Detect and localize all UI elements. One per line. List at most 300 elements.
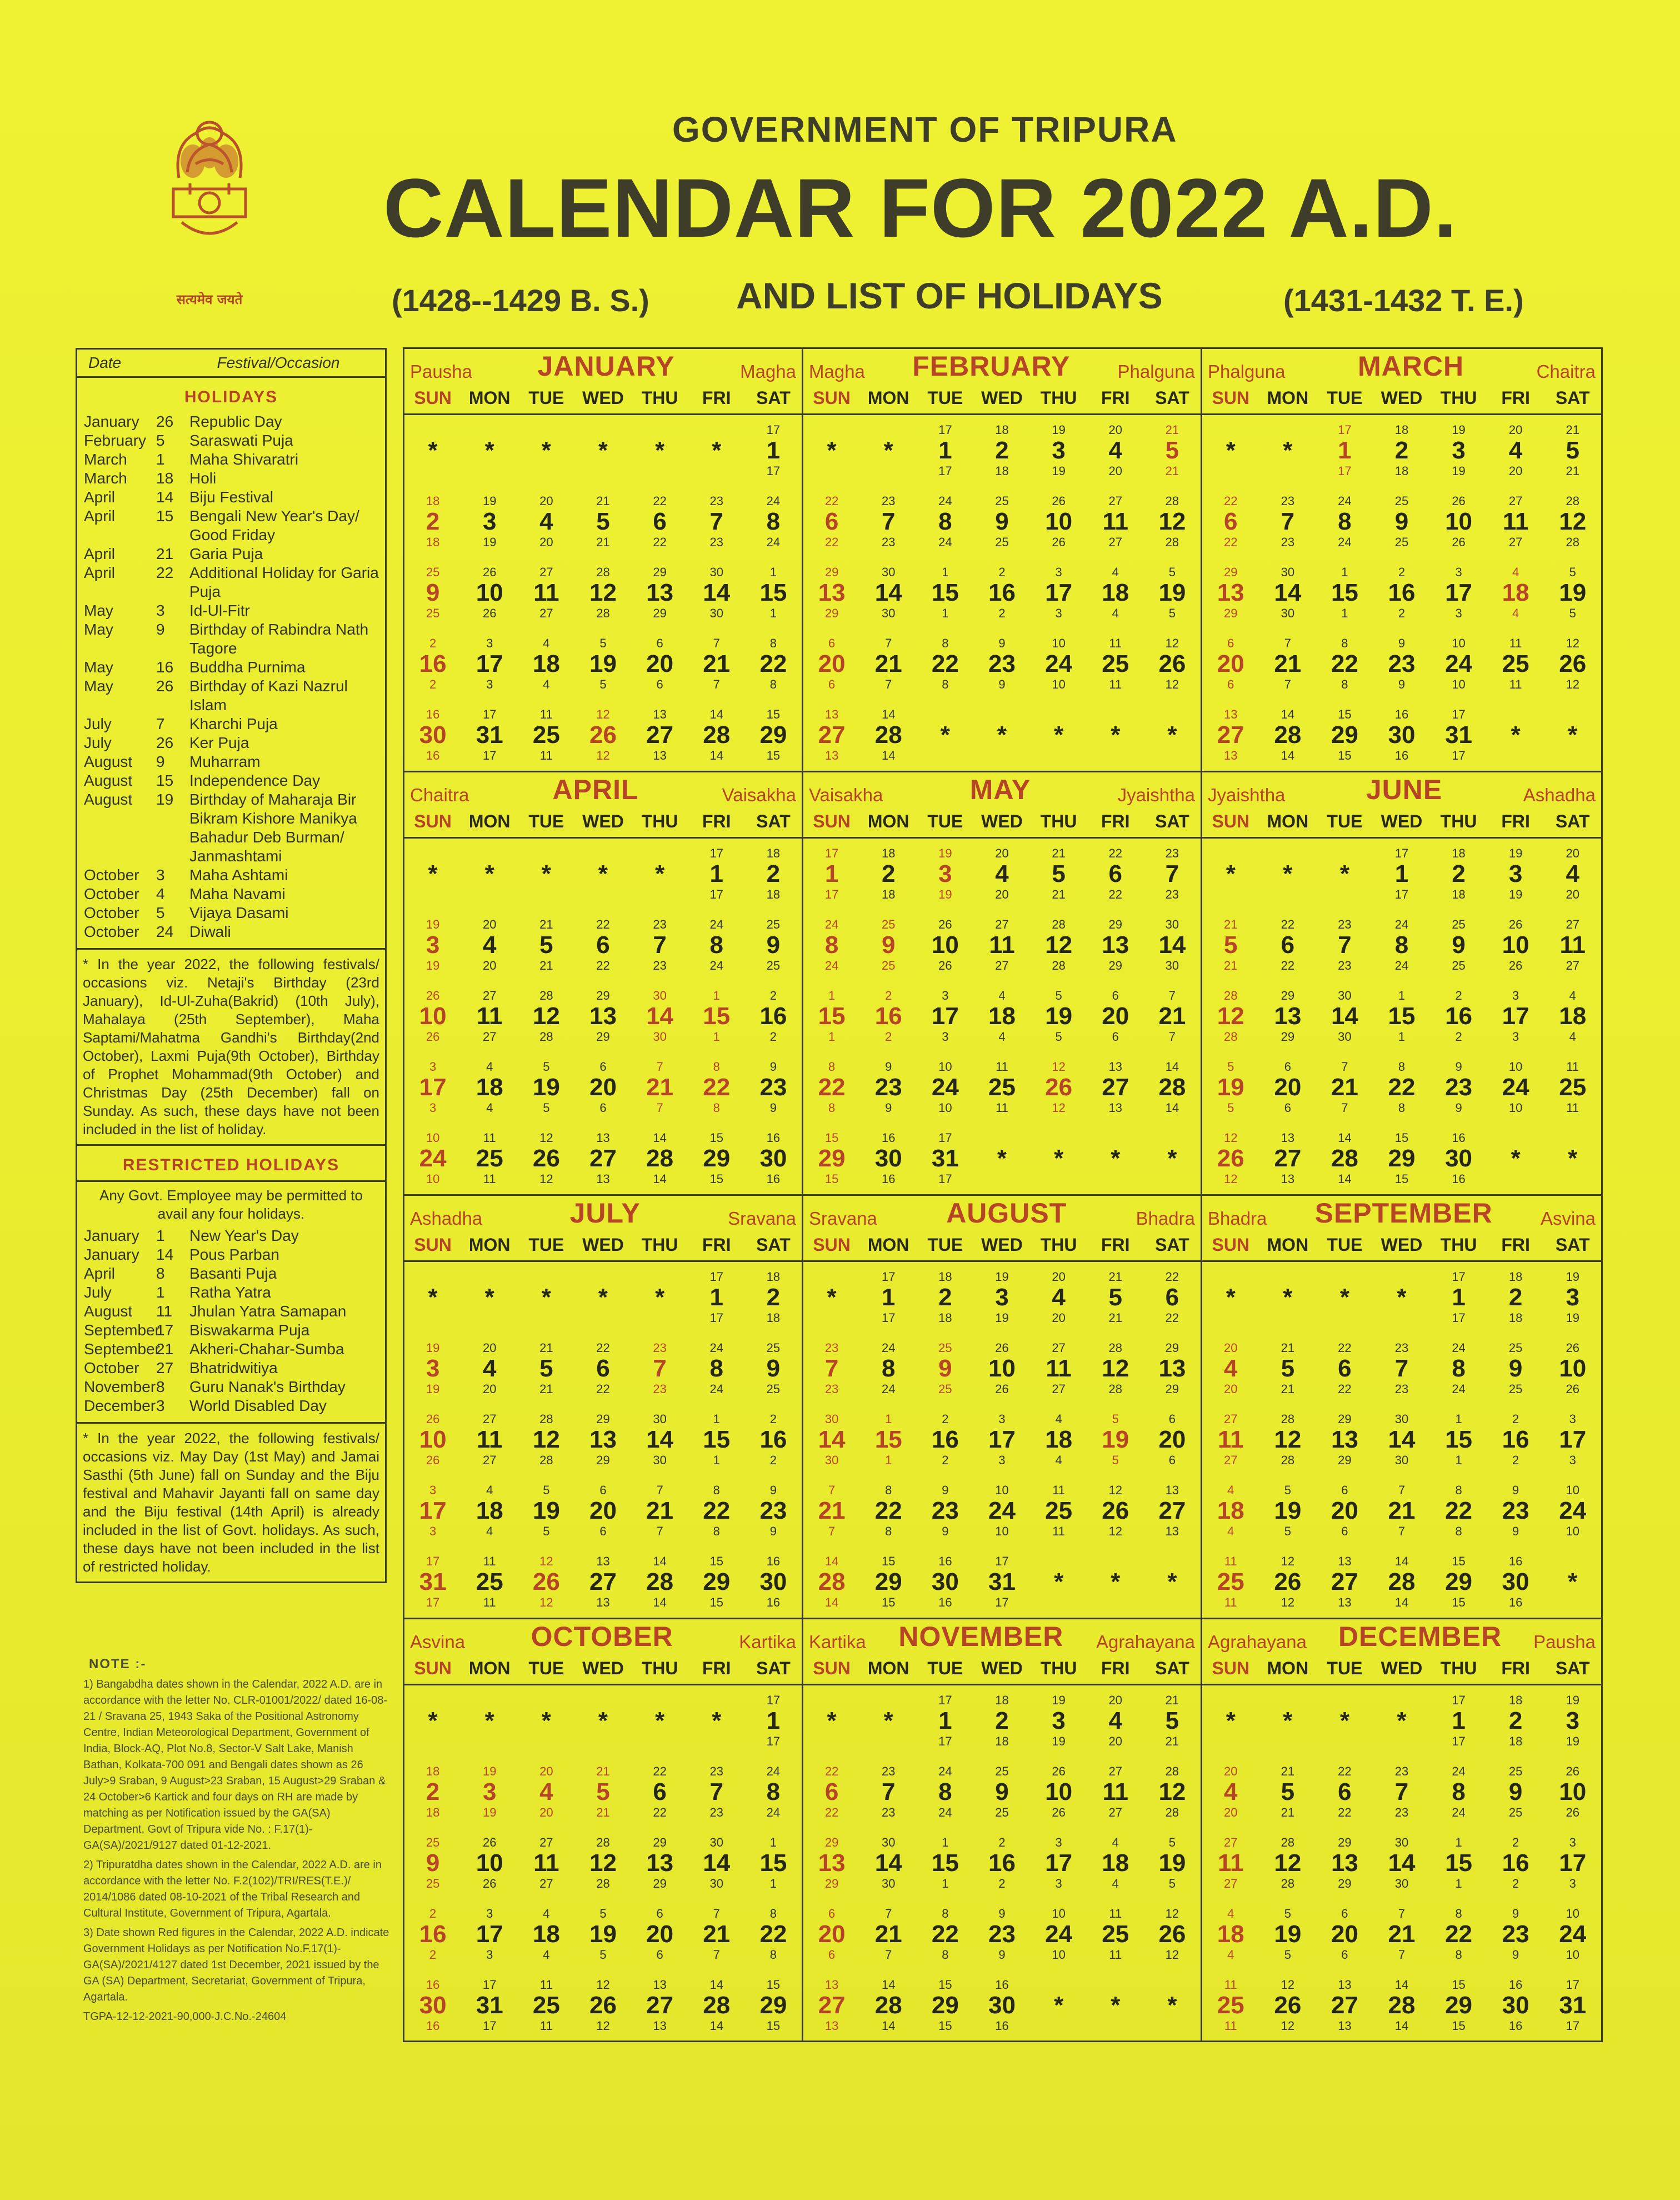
festival-column-header: Festival/Occasion (217, 354, 340, 371)
note-2: 2) Tripuratdha dates shown in the Calendar, 2022 A.D. are in accordance with the letter No. F.2(102)/TRI/RES(T.E.)/ 2014/1086 dated 08-10-2021 of the Tribal Research and Cultural Institute, Government of Tripura, Agartala. (83, 1859, 382, 1919)
weekday-header (803, 1653, 1201, 1685)
bengali-date: 17 (1338, 423, 1352, 437)
weekday-label: SUN (414, 1658, 452, 1678)
day-number: 23 (1445, 1074, 1473, 1101)
month-name: APRIL (552, 774, 639, 805)
bengali-date: 25 (1508, 1764, 1523, 1778)
bengali-date: 29 (1108, 917, 1123, 931)
weekday-label: TUE (1327, 1658, 1363, 1678)
tripura-date: 20 (539, 1805, 553, 1819)
day-number: 23 (931, 1497, 959, 1524)
day-cell (803, 981, 860, 1052)
day-number: 20 (646, 650, 674, 677)
bengali-date: 29 (824, 1835, 839, 1849)
bengali-date: 11 (1052, 1483, 1066, 1497)
day-cell (973, 1262, 1030, 1333)
empty-cell (803, 1685, 860, 1757)
day-number: * (827, 1284, 837, 1311)
weekday-label: MON (1267, 1658, 1309, 1678)
tripura-date: 4 (1512, 606, 1519, 620)
holidays-title: HOLIDAYS (184, 388, 278, 406)
day-number: 29 (818, 1145, 846, 1172)
day-cell (1202, 486, 1259, 557)
bengali-date: 7 (1398, 1907, 1406, 1920)
row-day: 5 (156, 904, 165, 921)
day-number: 4 (1224, 1355, 1238, 1382)
weekday-label: TUE (1327, 811, 1363, 831)
tripura-date: 8 (885, 1524, 892, 1538)
tripura-date: 27 (1508, 535, 1523, 549)
day-cell (1259, 1970, 1317, 2041)
day-number: 7 (653, 931, 667, 959)
tripura-date: 7 (1341, 1101, 1348, 1115)
tripura-date: 18 (995, 1734, 1009, 1748)
day-cell (860, 1404, 917, 1475)
day-cell (1544, 1404, 1601, 1475)
weekday-header (803, 1229, 1201, 1262)
bengali-month-start: Agrahayana (1208, 1632, 1307, 1652)
bengali-date: 20 (482, 917, 497, 931)
row-festival: Republic Day (189, 413, 282, 430)
bengali-date: 7 (828, 1483, 836, 1497)
weekday-label: WED (582, 1658, 624, 1678)
day-cell (745, 1262, 802, 1333)
bengali-date: 27 (1108, 1764, 1123, 1778)
tripura-date: 14 (824, 1595, 839, 1609)
bengali-date: 18 (1452, 846, 1466, 860)
weekday-label: SAT (1155, 387, 1189, 408)
month-name: JULY (569, 1198, 641, 1229)
day-number: 5 (1108, 1284, 1123, 1311)
day-number: 27 (589, 1145, 617, 1172)
bengali-month-end: Sravana (728, 1208, 796, 1229)
month-august (803, 1196, 1202, 1619)
bengali-date: 13 (596, 1131, 610, 1145)
bengali-date: 13 (653, 1978, 667, 1992)
bengali-date: 30 (709, 565, 724, 579)
tripura-date: 29 (653, 606, 667, 620)
tripura-date: 29 (824, 1877, 839, 1890)
month-october (404, 1619, 803, 2041)
day-number: 30 (419, 1992, 447, 2019)
day-cell (860, 839, 917, 910)
tripura-date: 6 (1168, 1453, 1176, 1467)
day-cell (803, 628, 860, 700)
day-number: 1 (709, 1284, 724, 1311)
day-number: * (1054, 1145, 1064, 1172)
bengali-date: 30 (824, 1412, 839, 1426)
day-cell (1544, 1757, 1601, 1828)
day-cell (1259, 557, 1317, 628)
day-number: 18 (988, 1002, 1016, 1030)
bengali-date: 12 (1165, 636, 1179, 650)
day-cell (1259, 1123, 1317, 1194)
holiday-list-panel (76, 348, 387, 1583)
bengali-date: 21 (1165, 1693, 1179, 1707)
day-number: 5 (596, 508, 610, 535)
tripura-date: 18 (766, 1311, 781, 1325)
bengali-date: 7 (885, 1907, 892, 1920)
weekday-label: SUN (1212, 387, 1250, 408)
empty-cell (1202, 839, 1259, 910)
tripura-date: 14 (653, 1595, 667, 1609)
day-cell (1430, 557, 1487, 628)
day-number: 21 (1388, 1920, 1416, 1948)
tripura-date: 1 (769, 606, 777, 620)
day-number: 24 (1445, 650, 1473, 677)
day-cell (518, 1123, 574, 1194)
day-number: 13 (646, 579, 674, 606)
tripura-date: 3 (1055, 606, 1062, 620)
bengali-date: 17 (482, 1978, 497, 1992)
tripura-date: 28 (596, 606, 610, 620)
empty-cell (404, 1262, 461, 1333)
bengali-date: 20 (1108, 1693, 1123, 1707)
day-number: 1 (881, 1284, 896, 1311)
day-number: 15 (874, 1426, 902, 1453)
tripura-date: 28 (1052, 959, 1066, 972)
day-cell (1544, 415, 1601, 486)
bengali-date: 20 (539, 1764, 553, 1778)
day-number: * (484, 1284, 494, 1311)
month-name: JANUARY (537, 351, 675, 382)
day-number: 12 (1274, 1426, 1302, 1453)
tripura-date: 17 (1394, 887, 1409, 901)
day-cell (1087, 415, 1144, 486)
day-cell (1316, 557, 1373, 628)
tripura-date: 1 (713, 1030, 720, 1044)
day-cell (745, 1685, 802, 1757)
day-number: 4 (995, 860, 1009, 887)
weekday-label: WED (1381, 1234, 1423, 1255)
day-cell (1202, 910, 1259, 981)
month-header (1202, 1196, 1601, 1229)
day-number: 29 (703, 1145, 731, 1172)
bengali-date: 13 (824, 1978, 839, 1992)
bengali-date: 14 (709, 707, 724, 721)
day-cell (745, 1052, 802, 1123)
day-cell (1087, 1828, 1144, 1899)
bengali-date: 5 (1168, 1835, 1176, 1849)
tripura-date: 17 (938, 464, 952, 478)
day-number: 13 (589, 1002, 617, 1030)
weekday-label: FRI (1101, 387, 1130, 408)
bengali-date: 20 (1566, 846, 1579, 860)
tripura-date: 14 (1165, 1101, 1179, 1115)
day-cell (745, 1828, 802, 1899)
tripura-date: 30 (653, 1453, 667, 1467)
bengali-date: 23 (1394, 1764, 1409, 1778)
days-grid (404, 415, 802, 771)
day-cell (1544, 981, 1601, 1052)
bengali-date: 19 (938, 846, 952, 860)
day-number: 30 (1388, 721, 1416, 749)
bengali-date: 9 (998, 1907, 1006, 1920)
day-number: 19 (1217, 1074, 1244, 1101)
tripura-date: 4 (543, 677, 550, 691)
weekday-label: THU (1440, 1658, 1477, 1678)
holiday-row (77, 507, 385, 545)
tripura-date: 10 (1052, 1948, 1066, 1962)
bengali-date: 23 (653, 1341, 667, 1355)
row-day: 1 (156, 1284, 165, 1301)
row-month: March (84, 470, 127, 487)
weekday-label: SUN (414, 1234, 452, 1255)
day-cell (688, 1052, 745, 1123)
day-cell (1316, 910, 1373, 981)
day-number: 17 (1445, 579, 1473, 606)
day-number: 16 (759, 1002, 787, 1030)
day-cell (688, 700, 745, 771)
weekday-label: WED (582, 387, 624, 408)
tripura-date: 3 (998, 1453, 1006, 1467)
day-number: 7 (709, 1778, 724, 1805)
day-cell (860, 1970, 917, 2041)
empty-cell (860, 415, 917, 486)
tripura-date: 20 (1052, 1311, 1066, 1325)
weekday-label: WED (582, 1234, 624, 1255)
bengali-date: 28 (539, 1412, 553, 1426)
tripura-date: 5 (543, 1101, 550, 1115)
day-number: 4 (1224, 1778, 1238, 1805)
day-number: 1 (1452, 1707, 1466, 1734)
day-cell (574, 1970, 631, 2041)
bengali-date: 25 (1452, 917, 1466, 931)
tripura-date: 21 (1165, 1734, 1179, 1748)
day-number: 8 (938, 508, 952, 535)
day-number: 25 (532, 721, 560, 749)
day-number: 22 (874, 1497, 902, 1524)
bengali-date: 6 (1112, 989, 1119, 1002)
month-march (1202, 349, 1601, 772)
day-number: 28 (1158, 1074, 1186, 1101)
bengali-date: 7 (1398, 1483, 1406, 1497)
weekday-label: WED (981, 387, 1023, 408)
tripura-date: 15 (824, 1172, 839, 1186)
day-cell (1373, 1333, 1431, 1404)
tripura-date: 8 (769, 1948, 777, 1962)
bengali-date: 9 (769, 1483, 777, 1497)
tripura-date: 26 (482, 1877, 497, 1890)
weekday-label: THU (1440, 387, 1477, 408)
day-cell (917, 486, 973, 557)
tripura-date: 21 (1108, 1311, 1123, 1325)
day-cell (803, 1547, 860, 1618)
bengali-date: 23 (881, 494, 896, 508)
day-number: * (1111, 1145, 1121, 1172)
bengali-date: 19 (482, 494, 497, 508)
tripura-date: 21 (1281, 1382, 1295, 1396)
bengali-date: 13 (1224, 707, 1238, 721)
day-number: 28 (874, 1992, 902, 2019)
day-number: 27 (1217, 721, 1244, 749)
bengali-date: 3 (1569, 1835, 1576, 1849)
day-cell (1144, 1757, 1201, 1828)
day-number: 9 (1452, 931, 1466, 959)
row-month: December (84, 1397, 156, 1414)
bengali-date: 17 (881, 1270, 896, 1284)
bengali-date: 21 (1281, 1341, 1295, 1355)
bengali-date: 25 (881, 917, 896, 931)
tripura-date: 2 (1512, 1453, 1519, 1467)
day-cell (1144, 415, 1201, 486)
day-cell (404, 557, 461, 628)
tripura-date: 29 (1338, 1453, 1352, 1467)
empty-cell (518, 839, 574, 910)
day-cell (518, 1404, 574, 1475)
tripura-date: 12 (596, 2019, 610, 2033)
restricted-holiday-row (77, 1283, 385, 1302)
day-number: 8 (1338, 508, 1352, 535)
day-number: 17 (1045, 579, 1073, 606)
day-number: 19 (1274, 1497, 1302, 1524)
bengali-month-end: Phalguna (1117, 361, 1195, 382)
day-cell (1316, 1333, 1373, 1404)
bengali-date: 1 (769, 565, 777, 579)
bengali-month-start: Jyaishtha (1208, 785, 1286, 805)
day-cell (461, 981, 518, 1052)
day-number: 23 (1388, 650, 1416, 677)
weekday-label: TUE (927, 811, 963, 831)
day-cell (1373, 1899, 1431, 1970)
day-cell (973, 628, 1030, 700)
bengali-date: 21 (1165, 423, 1179, 437)
bengali-date: 17 (1452, 1270, 1466, 1284)
day-number: 9 (766, 1355, 781, 1382)
tripura-date: 15 (1394, 1172, 1409, 1186)
days-grid (803, 415, 1201, 771)
day-cell (860, 700, 917, 771)
bengali-date: 20 (995, 846, 1009, 860)
day-cell (1373, 415, 1431, 486)
month-header (803, 1196, 1201, 1229)
weekday-label: TUE (528, 811, 564, 831)
day-number: 1 (824, 860, 839, 887)
day-number: 2 (1508, 1707, 1523, 1734)
empty-cell (1259, 1262, 1317, 1333)
day-cell (574, 557, 631, 628)
day-number: 21 (874, 1920, 902, 1948)
day-number: 18 (1102, 1849, 1129, 1877)
bengali-date: 30 (653, 1412, 667, 1426)
day-cell (1430, 700, 1487, 771)
day-cell (1259, 1052, 1317, 1123)
row-festival: Biswakarma Puja (189, 1321, 310, 1339)
tripura-date: 7 (885, 677, 892, 691)
day-number: 29 (1388, 1145, 1416, 1172)
bengali-date: 15 (1394, 1131, 1409, 1145)
row-day: 27 (156, 1359, 174, 1376)
bengali-date: 10 (1452, 636, 1466, 650)
day-number: 9 (995, 1778, 1009, 1805)
tripura-date: 28 (539, 1030, 553, 1044)
weekday-label: SUN (813, 1658, 851, 1678)
bengali-date: 23 (653, 917, 667, 931)
tripura-date: 8 (713, 1101, 720, 1115)
bengali-date: 16 (1508, 1554, 1523, 1568)
bengali-date: 13 (596, 1554, 610, 1568)
day-number: 23 (874, 1074, 902, 1101)
holiday-row (77, 545, 385, 563)
bengali-date: 19 (1566, 1270, 1579, 1284)
restricted-holiday-row (77, 1378, 385, 1396)
tripura-date: 11 (539, 749, 553, 762)
tripura-date: 22 (596, 959, 610, 972)
day-number: 1 (1452, 1284, 1466, 1311)
weekday-label: SAT (1555, 811, 1590, 831)
tripura-date: 28 (1108, 1382, 1123, 1396)
day-cell (632, 981, 688, 1052)
day-cell (632, 910, 688, 981)
day-cell (860, 1123, 917, 1194)
day-cell (973, 1970, 1030, 2041)
day-cell (1202, 1899, 1259, 1970)
empty-cell (404, 839, 461, 910)
day-number: 19 (1158, 1849, 1186, 1877)
day-cell (688, 1828, 745, 1899)
day-cell (745, 1333, 802, 1404)
day-cell (1087, 839, 1144, 910)
tripura-date: 5 (1055, 1030, 1062, 1044)
day-cell (973, 486, 1030, 557)
bengali-date: 6 (1168, 1412, 1176, 1426)
tripura-date: 18 (1394, 464, 1409, 478)
day-number: 24 (419, 1145, 447, 1172)
row-day: 26 (156, 413, 174, 430)
day-number: 8 (709, 931, 724, 959)
day-cell (1202, 1333, 1259, 1404)
day-number: 14 (1388, 1426, 1416, 1453)
tripura-date: 2 (1512, 1877, 1519, 1890)
day-number: 3 (482, 508, 497, 535)
bengali-date: 26 (1052, 494, 1066, 508)
day-number: 12 (532, 1002, 560, 1030)
day-number: 2 (995, 1707, 1009, 1734)
weekday-label: THU (1040, 1234, 1077, 1255)
row-month: April (84, 545, 116, 562)
row-festival: Holi (189, 470, 217, 487)
day-cell (1259, 628, 1317, 700)
tripura-date: 8 (1398, 1101, 1406, 1115)
row-festival: Ker Puja (189, 734, 249, 751)
tripura-date: 21 (596, 535, 610, 549)
tripura-date: 13 (1338, 2019, 1352, 2033)
bengali-date: 22 (824, 494, 839, 508)
empty-cell (803, 415, 860, 486)
day-number: 5 (1281, 1355, 1295, 1382)
bengali-date: 2 (1398, 565, 1406, 579)
row-month: April (84, 1265, 116, 1282)
weekday-label: TUE (528, 1234, 564, 1255)
day-cell (1259, 910, 1317, 981)
day-cell (1259, 486, 1317, 557)
bengali-date: 1 (1398, 989, 1406, 1002)
tripura-date: 9 (769, 1524, 777, 1538)
day-number: 17 (931, 1002, 959, 1030)
tripura-date: 7 (1398, 1948, 1406, 1962)
day-number: 3 (1566, 1707, 1579, 1734)
restricted-holiday-row (77, 1245, 385, 1264)
day-number: 6 (1338, 1778, 1352, 1805)
tripura-date: 25 (426, 606, 440, 620)
day-cell (803, 1970, 860, 2041)
day-number: * (1111, 721, 1121, 749)
bengali-date: 24 (766, 494, 781, 508)
day-number: 5 (596, 1778, 610, 1805)
bengali-date: 26 (1566, 1341, 1579, 1355)
day-number: 5 (1052, 860, 1066, 887)
tripura-date: 16 (1508, 2019, 1523, 2033)
